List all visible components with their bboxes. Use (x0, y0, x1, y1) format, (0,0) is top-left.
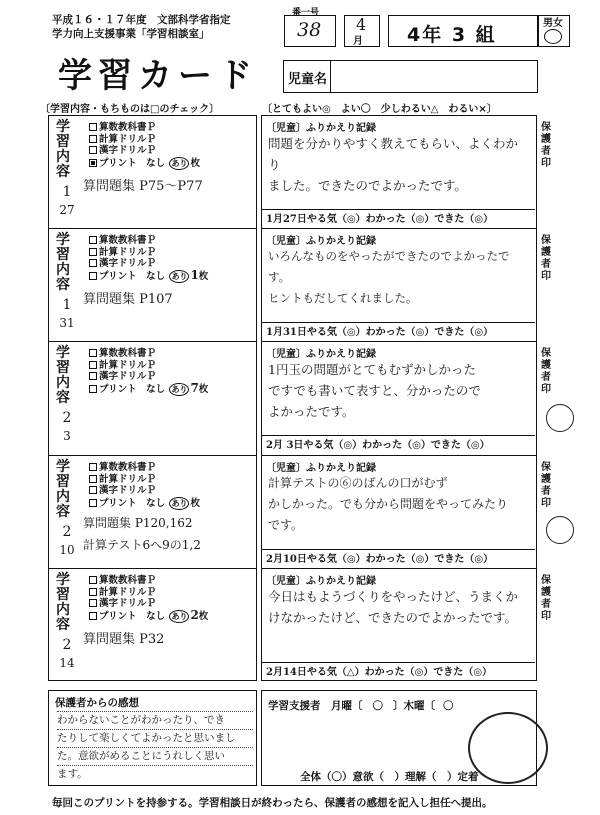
check-print[interactable]: プリント なし あり 枚 (89, 157, 200, 170)
checkbox-icon[interactable] (89, 463, 97, 471)
print-count: 1 (190, 267, 199, 282)
check-textbook[interactable]: 算数教科書Ｐ (89, 462, 200, 474)
supporter-thursday-value[interactable]: 〇 (443, 700, 454, 712)
bottom-instruction: 毎回このプリントを持参する。学習相談日が終わったら、保護者の感想を記入し担任へ提出。 (52, 797, 493, 809)
supporter-monday-value[interactable]: 〇 (372, 700, 383, 712)
guardian-impressions-box (48, 690, 257, 786)
entry-date-month: 2 (62, 637, 72, 653)
name-label: 児童名 (288, 72, 328, 87)
left-legend: 〔学習内容・もちものは□のチェック〕 (40, 104, 220, 115)
guardian-stamp-circle[interactable] (546, 404, 574, 432)
name-divider (330, 61, 331, 92)
checkbox-icon[interactable] (89, 599, 97, 607)
check-textbook[interactable]: 算数教科書Ｐ (89, 122, 200, 134)
check-calc-drill[interactable]: 計算ドリルＰ (89, 134, 200, 146)
card-title: 学習カード (58, 56, 258, 96)
check-kanji-drill[interactable]: 漢字ドリルＰ (89, 145, 200, 157)
checkbox-icon[interactable] (89, 135, 97, 143)
overall-value[interactable]: 〇 (331, 771, 342, 783)
guardian-impressions-text[interactable]: わからないことがわかったり、でき たりして楽しくてよかったと思いまし た。意欲がめることにうれしく思い ます。 (57, 711, 253, 783)
material-checklist (89, 122, 200, 170)
month-box (344, 15, 380, 47)
reflection-head: 〔児童〕ふりかえり記録 (266, 576, 376, 587)
learning-content-label: 学習内容 (56, 119, 70, 180)
check-textbook[interactable]: 算数教科書Ｐ (89, 575, 208, 587)
entry-date-month: 1 (62, 184, 72, 200)
learning-content-label: 学習内容 (56, 232, 70, 293)
checkbox-icon[interactable] (89, 248, 97, 256)
checkbox-icon[interactable] (89, 576, 97, 584)
reflection-head: 〔児童〕ふりかえり記録 (266, 349, 376, 360)
print-yes-mark: あり (171, 384, 188, 394)
check-textbook[interactable]: 算数教科書Ｐ (89, 348, 208, 360)
learning-content-label: 学習内容 (56, 345, 70, 406)
guardian-impressions-label: 保護者からの感想 (55, 697, 139, 709)
entry-date-day: 27 (59, 203, 75, 217)
learning-entry-3 (49, 342, 256, 454)
checkbox-icon[interactable] (89, 236, 97, 244)
print-yes-mark: あり (171, 271, 188, 281)
checkbox-icon[interactable] (89, 372, 97, 380)
print-count: 7 (190, 380, 199, 395)
class-text: 4年 3 組 (407, 24, 497, 46)
check-textbook[interactable]: 算数教科書Ｐ (89, 235, 208, 247)
work-done-line2: 計算テスト6へ9の1,2 (83, 538, 201, 552)
checkbox-icon[interactable] (89, 385, 97, 393)
entry-date-day: 31 (59, 316, 75, 330)
entry-date-month: 1 (62, 297, 72, 313)
reflection-text[interactable]: 1円玉の問題がとてもむずかしかった ですでも書いて表すと、分かったので よかったです。 (268, 362, 481, 419)
guardian-seal-label: 保護者印 (541, 235, 551, 282)
program-title-line1: 平成１６・１７年度 文部科学省指定 (52, 14, 231, 26)
reflection-entry-2 (262, 229, 535, 341)
learning-entry-5 (49, 569, 256, 681)
checkbox-icon[interactable] (89, 486, 97, 494)
checkbox-icon[interactable] (89, 361, 97, 369)
program-title-line2: 学力向上支援事業「学習相談室」 (52, 28, 210, 40)
material-checklist (89, 575, 208, 623)
print-yes-mark: あり (171, 611, 188, 621)
check-kanji-drill[interactable]: 漢字ドリルＰ (89, 371, 208, 383)
number-label: 番一号 (292, 8, 320, 18)
checkbox-icon[interactable] (89, 146, 97, 154)
entry-date-month: 2 (62, 524, 72, 540)
check-print[interactable]: プリント なし あり 1枚 (89, 270, 208, 283)
right-legend: 〔とてもよい◎ よい〇 少しわるい△ わるい×〕 (262, 104, 497, 115)
rating-line[interactable]: 2月 3日やる気（◎）わかった（◎）できた（◎） (266, 440, 490, 451)
month-label: 月 (353, 36, 363, 47)
class-box (388, 15, 538, 47)
check-print[interactable]: プリント なし あり 枚 (89, 497, 200, 510)
reflection-head: 〔児童〕ふりかえり記録 (266, 236, 376, 247)
checkbox-icon[interactable] (89, 272, 97, 280)
name-field[interactable] (283, 60, 538, 93)
supporter-stamp-circle[interactable] (468, 712, 548, 784)
reflection-text[interactable]: 今日はもようづくりをやったけど、うまくか けなかったけど、できたのでよかったです。 (268, 589, 519, 625)
month-value[interactable]: 4 (356, 15, 367, 34)
checkbox-icon[interactable] (89, 475, 97, 483)
entry-date-day: 10 (59, 543, 75, 557)
check-calc-drill[interactable]: 計算ドリルＰ (89, 247, 208, 259)
guardian-seal-label: 保護者印 (541, 122, 551, 169)
work-done-line1: 算問題集 P107 (83, 292, 173, 307)
learning-content-label: 学習内容 (56, 572, 70, 633)
check-kanji-drill[interactable]: 漢字ドリルＰ (89, 258, 208, 270)
rating-line[interactable]: 2月14日やる気（△）わかった（◎）できた（◎） (266, 667, 493, 678)
guardian-stamp-circle[interactable] (546, 516, 574, 544)
gender-label[interactable]: 男女 (543, 18, 563, 29)
reflection-head: 〔児童〕ふりかえり記録 (266, 463, 376, 474)
reflection-entry-4 (262, 456, 535, 568)
guardian-seal-label: 保護者印 (541, 348, 551, 395)
material-checklist (89, 348, 208, 396)
reflection-head: 〔児童〕ふりかえり記録 (266, 123, 376, 134)
supporter-line: 学習支援者 月曜〔 〇 〕木曜〔 〇 (268, 700, 454, 712)
checkbox-icon[interactable] (89, 499, 97, 507)
reflection-entry-5 (262, 569, 535, 681)
learning-entry-2 (49, 229, 256, 341)
reflection-text[interactable]: 計算テストの⑥のばんの口がむず かしかった。でも分から問題をやってみたり です。 (268, 476, 509, 532)
checkbox-checked-icon[interactable] (89, 159, 97, 167)
reflection-entry-3 (262, 342, 535, 454)
checkbox-icon[interactable] (89, 612, 97, 620)
checkbox-icon[interactable] (89, 259, 97, 267)
evaluation-line: 全体（〇）意欲（ ）理解（ ）定着 (300, 771, 479, 783)
material-checklist (89, 462, 200, 510)
guardian-seal-label: 保護者印 (541, 462, 551, 509)
print-yes-mark: あり (171, 498, 188, 508)
reflection-text[interactable]: いろんなものをやったができたのでよかったです。 ヒントもだしてくれました。 (268, 249, 510, 305)
entry-date-day: 14 (59, 656, 75, 670)
checkbox-icon[interactable] (89, 588, 97, 596)
rating-line[interactable]: 1月31日やる気（◎）わかった（◎）できた（◎） (266, 327, 494, 338)
rating-line[interactable]: 2月10日やる気（◎）わかった（◎）できた（◎） (266, 554, 494, 565)
print-yes-mark: あり (171, 158, 188, 168)
checkbox-icon[interactable] (89, 349, 97, 357)
work-done-line1: 算問題集 P120,162 (83, 516, 193, 530)
check-calc-drill[interactable]: 計算ドリルＰ (89, 474, 200, 486)
print-count: 2 (190, 607, 199, 622)
check-calc-drill[interactable]: 計算ドリルＰ (89, 360, 208, 372)
check-print[interactable]: プリント なし あり 2枚 (89, 610, 208, 623)
material-checklist (89, 235, 208, 283)
gender-circle-mark (544, 29, 562, 44)
number-box (284, 15, 336, 47)
check-kanji-drill[interactable]: 漢字ドリルＰ (89, 485, 200, 497)
rating-line[interactable]: 1月27日やる気（◎）わかった（◎）できた（◎） (266, 214, 494, 225)
number-value[interactable]: 38 (297, 19, 322, 41)
entry-date-month: 2 (62, 410, 72, 426)
reflection-text[interactable]: 問題を分かりやすく教えてもらい、よくわかり ました。できたのでよかったです。 (268, 136, 519, 193)
gender-box (538, 15, 570, 47)
learning-entry-4 (49, 456, 256, 568)
work-done-line1: 算問題集 P75〜P77 (83, 179, 203, 194)
learning-entry-1 (49, 116, 256, 228)
reflection-entry-1 (262, 116, 535, 228)
checkbox-icon[interactable] (89, 123, 97, 131)
entry-date-day: 3 (63, 429, 71, 443)
guardian-seal-label: 保護者印 (541, 575, 551, 622)
check-print[interactable]: プリント なし あり 7枚 (89, 383, 208, 396)
check-kanji-drill[interactable]: 漢字ドリルＰ (89, 598, 208, 610)
learning-content-label: 学習内容 (56, 459, 70, 520)
work-done-line1: 算問題集 P32 (83, 632, 165, 647)
check-calc-drill[interactable]: 計算ドリルＰ (89, 587, 208, 599)
